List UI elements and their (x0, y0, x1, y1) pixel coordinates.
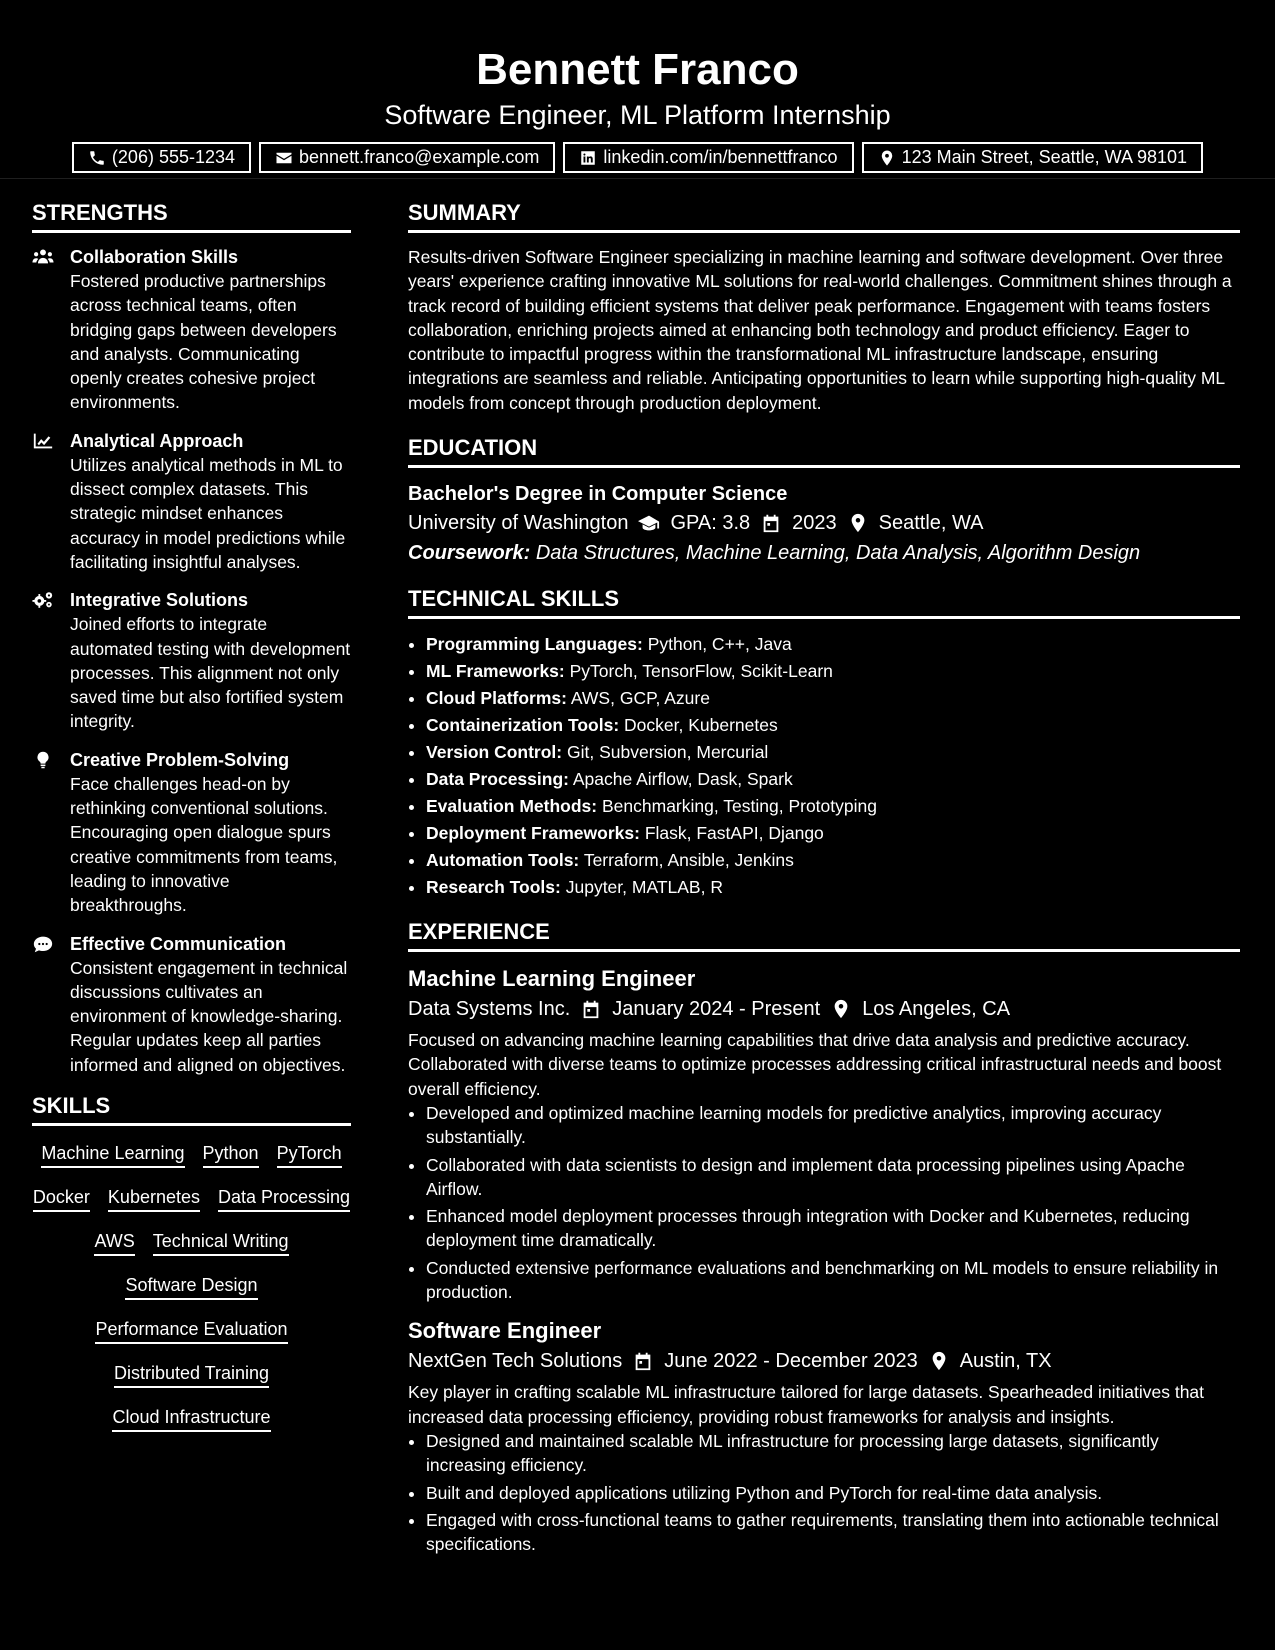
strength-title: Creative Problem-Solving (70, 749, 290, 770)
users-icon (32, 247, 54, 267)
graduation-year: 2023 (792, 512, 837, 535)
list-item: • Evaluation Methods: Benchmarking, Testing, Prototyping (426, 793, 1240, 820)
strength-desc: Fostered productive partnerships across technical teams, often bridging gaps between developers and analysts. Communicating openly creates cohesive project environments. (70, 271, 337, 413)
coursework-label: Coursework: (408, 542, 531, 565)
list-item: • Version Control: Git, Subversion, Mercurial (426, 739, 1240, 766)
strength-desc: Face challenges head-on by rethinking conventional solutions. Encouraging open dialogue spurs creative commitments from teams, leading to innovative breakthroughs. (70, 773, 338, 916)
job-dates: January 2024 - Present (612, 998, 821, 1021)
job-title: Machine Learning Engineer (408, 966, 696, 992)
summary-title: SUMMARY (408, 198, 1240, 233)
comments-icon (32, 934, 54, 954)
job-description: Key player in crafting scalable ML infrastructure tailored for large datasets. Spearheaded initiatives that increased data processing efficiency, providing robust frameworks for analysis and insights. (408, 1382, 1205, 1427)
gpa-value: GPA: 3.8 (670, 512, 751, 535)
skills-list (32, 1138, 351, 1432)
education-title: EDUCATION (408, 433, 1240, 468)
skill-tag: Kubernetes (108, 1186, 200, 1212)
right-column (408, 198, 1240, 1568)
contact-bar (0, 142, 1275, 173)
strength-item (32, 245, 351, 415)
strength-desc: Utilizes analytical methods in ML to dissect complex datasets. This strategic mindset enhances accuracy in model predictions while facilitating insightful analyses. (70, 454, 346, 572)
contact-email[interactable] (259, 142, 555, 173)
list-item: • Deployment Frameworks: Flask, FastAPI, Django (426, 820, 1240, 847)
skill-tag: Python (203, 1142, 259, 1168)
list-item: • Programming Languages: Python, C++, Java (426, 631, 1240, 658)
strength-title: Effective Communication (70, 933, 287, 954)
technical-skills-title: TECHNICAL SKILLS (408, 584, 1240, 619)
map-pin-icon (928, 1351, 950, 1371)
company-name: Data Systems Inc. (408, 998, 571, 1021)
lightbulb-icon (32, 750, 54, 770)
job-description: Focused on advancing machine learning capabilities that drive data analysis and predictive accuracy. Collaborated with diverse teams to optimize processes addressing critical infrastructural needs and boost overall efficiency. (408, 1030, 1222, 1099)
list-item: • Engaged with cross-functional teams to gather requirements, translating them into actionable technical specifications. (426, 1508, 1240, 1557)
contact-address-text: 123 Main Street, Seattle, WA 98101 (901, 147, 1188, 167)
list-item: • Built and deployed applications utilizing Python and PyTorch for real-time data analysis. (426, 1481, 1240, 1505)
candidate-role: Software Engineer, ML Platform Internship (384, 100, 891, 130)
candidate-name: Bennett Franco (476, 45, 799, 94)
skill-tag: Distributed Training (114, 1362, 269, 1388)
skill-tag: Software Design (125, 1274, 257, 1300)
list-item: • Research Tools: Jupyter, MATLAB, R (426, 874, 1240, 901)
strength-title: Analytical Approach (70, 430, 244, 451)
job-meta (408, 1346, 1240, 1376)
list-item: • Automation Tools: Terraform, Ansible, Jenkins (426, 847, 1240, 874)
list-item: • Cloud Platforms: AWS, GCP, Azure (426, 685, 1240, 712)
technical-skills-list (408, 631, 1240, 901)
education-meta (408, 508, 1240, 538)
skill-tag: Docker (33, 1186, 90, 1212)
calendar-icon (632, 1351, 654, 1371)
list-item: • Developed and optimized machine learning models for predictive analytics, improving accuracy substantially. (426, 1101, 1240, 1150)
list-item: • Conducted extensive performance evaluations and benchmarking on ML models to ensure reliability in production. (426, 1256, 1240, 1305)
job-meta (408, 994, 1240, 1024)
job-dates: June 2022 - December 2023 (664, 1350, 918, 1373)
calendar-icon (760, 513, 782, 533)
summary-text: Results-driven Software Engineer specializing in machine learning and software development. Over three years' experience crafting innovative ML solutions for real-world challenges. Commitment shines through a track record of building efficient systems that deliver peak performance. Engagement with teams fosters collaboration, enriching projects aimed at enhancing both technology and product efficiency. Eager to contribute to impactful progress within the transformational ML infrastructure landscape, ensuring integrations are seamless and reliable. Anticipating opportunities to learn while supporting high-quality ML models from concept through production deployment. (408, 247, 1232, 413)
school-name: University of Washington (408, 512, 629, 535)
job-location: Los Angeles, CA (862, 998, 1011, 1021)
strength-item (32, 429, 351, 574)
strength-title: Integrative Solutions (70, 590, 249, 611)
contact-address (862, 142, 1204, 173)
list-item: • ML Frameworks: PyTorch, TensorFlow, Scikit-Learn (426, 658, 1240, 685)
degree-name: Bachelor's Degree in Computer Science (408, 483, 788, 506)
left-column (32, 198, 351, 1432)
job-bullets (408, 1101, 1240, 1304)
strength-title: Collaboration Skills (70, 247, 239, 267)
list-item: • Containerization Tools: Docker, Kubernetes (426, 712, 1240, 739)
skill-tag: Machine Learning (41, 1142, 184, 1168)
coursework (408, 538, 1240, 568)
map-pin-icon (847, 513, 869, 533)
contact-phone[interactable] (72, 142, 251, 173)
list-item: • Designed and maintained scalable ML infrastructure for processing large datasets, significantly increasing efficiency. (426, 1429, 1240, 1478)
experience-title: EXPERIENCE (408, 917, 1240, 952)
company-name: NextGen Tech Solutions (408, 1350, 623, 1373)
list-item: • Collaborated with data scientists to design and implement data processing pipelines using Apache Airflow. (426, 1153, 1240, 1202)
header-divider (0, 178, 1275, 179)
job-entry (408, 1316, 1240, 1556)
contact-linkedin-text: linkedin.com/in/bennettfranco (603, 147, 838, 167)
calendar-icon (580, 999, 602, 1019)
job-title: Software Engineer (408, 1318, 602, 1344)
list-item: • Enhanced model deployment processes through integration with Docker and Kubernetes, reducing deployment time dramatically. (426, 1204, 1240, 1253)
strength-desc: Consistent engagement in technical discussions cultivates an environment of knowledge-sharing. Regular updates keep all parties informed and aligned on objectives. (70, 957, 348, 1075)
skills-title: SKILLS (32, 1091, 351, 1126)
job-bullets (408, 1429, 1240, 1556)
map-pin-icon (878, 149, 896, 167)
skill-tag: Technical Writing (153, 1230, 289, 1256)
skill-tag: Data Processing (218, 1186, 350, 1212)
skill-tag: Performance Evaluation (95, 1318, 287, 1344)
skill-tag: PyTorch (277, 1142, 342, 1168)
list-item: • Data Processing: Apache Airflow, Dask, Spark (426, 766, 1240, 793)
strength-item (32, 932, 351, 1077)
strength-desc: Joined efforts to integrate automated testing with development processes. This alignment not only saved time but also fortified system integrity. (70, 614, 351, 732)
envelope-icon (275, 149, 293, 167)
strength-item (32, 588, 351, 733)
school-location: Seattle, WA (878, 512, 984, 535)
strength-item (32, 748, 351, 918)
map-pin-icon (830, 999, 852, 1019)
resume-header (0, 0, 1275, 173)
contact-email-text: bennett.franco@example.com (299, 147, 540, 167)
job-entry (408, 964, 1240, 1304)
skill-tag: Cloud Infrastructure (112, 1406, 270, 1432)
contact-linkedin[interactable] (563, 142, 853, 173)
linkedin-icon (579, 149, 597, 167)
phone-icon (88, 149, 106, 167)
graduation-cap-icon (638, 513, 660, 533)
job-location: Austin, TX (959, 1350, 1052, 1373)
coursework-list: Data Structures, Machine Learning, Data Analysis, Algorithm Design (535, 542, 1141, 565)
gears-icon (32, 590, 54, 610)
contact-phone-text: (206) 555-1234 (111, 147, 236, 167)
strengths-title: STRENGTHS (32, 198, 351, 233)
chart-line-icon (32, 431, 54, 451)
skill-tag: AWS (94, 1230, 134, 1256)
